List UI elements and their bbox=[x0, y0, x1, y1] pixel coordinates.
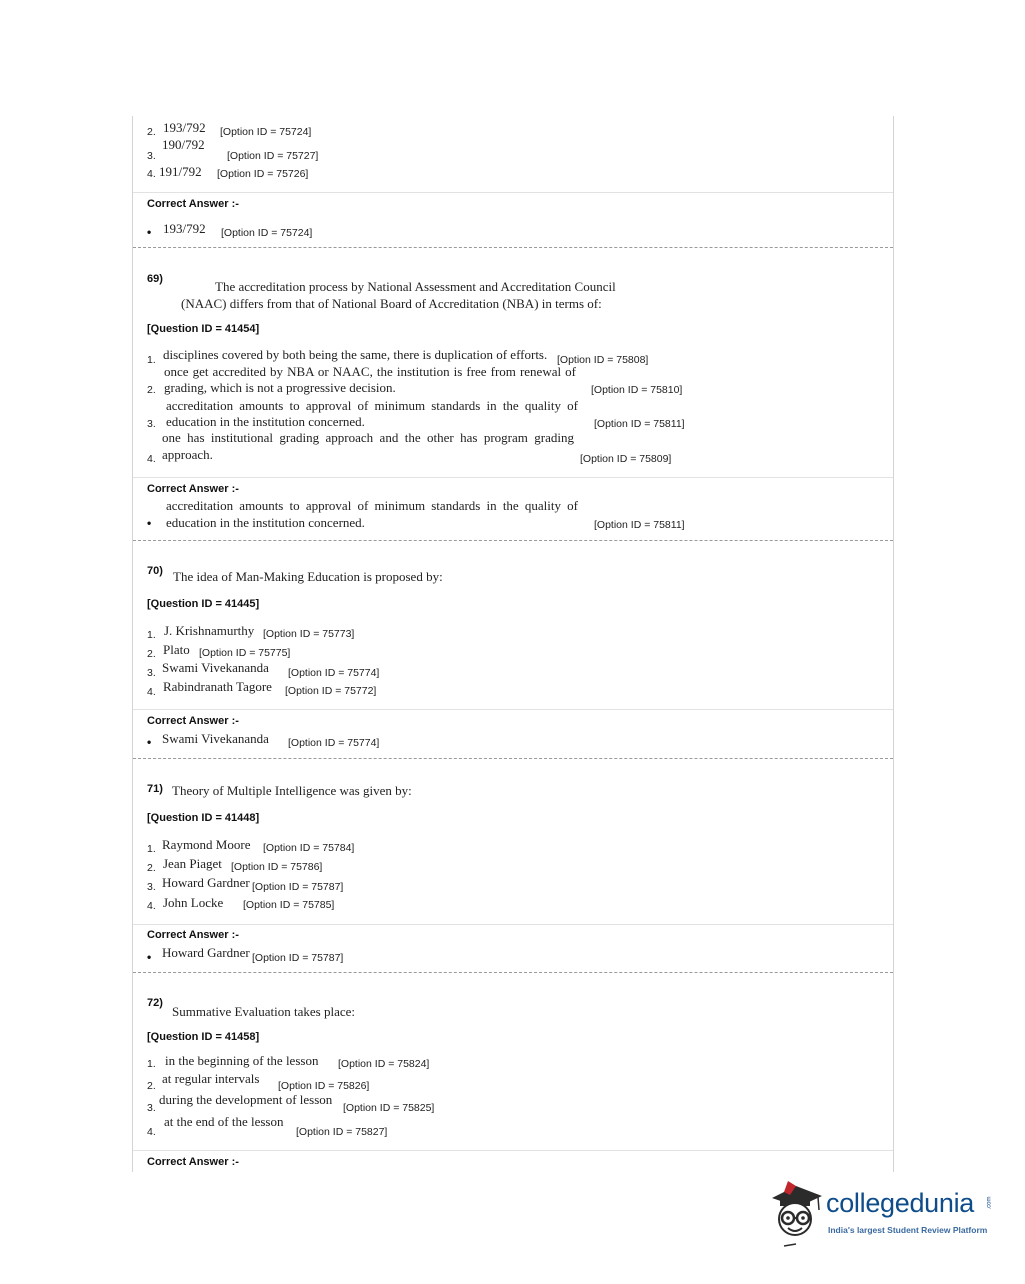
answer-bullet: • bbox=[147, 735, 152, 749]
question-id: [Question ID = 41445] bbox=[147, 598, 260, 610]
option-number: 3. bbox=[147, 667, 156, 679]
option-number: 4. bbox=[147, 1126, 156, 1138]
option-id: [Option ID = 75774] bbox=[288, 737, 380, 749]
question-separator bbox=[133, 540, 893, 541]
option-id: [Option ID = 75786] bbox=[231, 861, 323, 873]
correct-answer-text: education in the institution concerned. bbox=[166, 515, 365, 530]
correct-answer-label: Correct Answer :- bbox=[147, 929, 239, 941]
option-number: 1. bbox=[147, 629, 156, 641]
option-number: 1. bbox=[147, 1058, 156, 1070]
option-number: 2. bbox=[147, 384, 156, 396]
option-id: [Option ID = 75774] bbox=[288, 667, 380, 679]
question-id: [Question ID = 41454] bbox=[147, 323, 260, 335]
divider bbox=[133, 924, 893, 925]
option-id: [Option ID = 75775] bbox=[199, 647, 291, 659]
option-id: [Option ID = 75787] bbox=[252, 952, 344, 964]
option-number: 1. bbox=[147, 354, 156, 366]
option-id: [Option ID = 75726] bbox=[217, 168, 309, 180]
option-text: at the end of the lesson bbox=[164, 1114, 284, 1129]
correct-answer-text: Howard Gardner bbox=[162, 945, 250, 960]
option-id: [Option ID = 75785] bbox=[243, 899, 335, 911]
option-id: [Option ID = 75810] bbox=[591, 384, 683, 396]
option-id: [Option ID = 75772] bbox=[285, 685, 377, 697]
option-number: 3. bbox=[147, 418, 156, 430]
option-text: grading, which is not a progressive decision. bbox=[164, 380, 396, 395]
question-stem: The idea of Man-Making Education is proposed by: bbox=[173, 569, 443, 584]
brand-tagline: India's largest Student Review Platform bbox=[828, 1225, 988, 1235]
question-separator bbox=[133, 758, 893, 759]
option-id: [Option ID = 75787] bbox=[252, 881, 344, 893]
option-number: 4. bbox=[147, 453, 156, 465]
option-number: 3. bbox=[147, 881, 156, 893]
question-stem: (NAAC) differs from that of National Board of Accreditation (NBA) in terms of: bbox=[181, 296, 602, 311]
option-text: 190/792 bbox=[162, 137, 205, 152]
correct-answer-text: accreditation amounts to approval of minimum standards in the quality of bbox=[166, 498, 578, 513]
option-number: 2. bbox=[147, 648, 156, 660]
question-separator bbox=[133, 247, 893, 248]
option-text: Howard Gardner bbox=[162, 875, 250, 890]
question-id: [Question ID = 41458] bbox=[147, 1031, 260, 1043]
question-stem: The accreditation process by National Assessment and Accreditation Council bbox=[215, 279, 616, 294]
brand-name: collegedunia bbox=[826, 1188, 975, 1218]
option-id: [Option ID = 75724] bbox=[221, 227, 313, 239]
option-text: 193/792 bbox=[163, 120, 206, 135]
brand-suffix: .com bbox=[986, 1196, 993, 1210]
option-id: [Option ID = 75724] bbox=[220, 126, 312, 138]
question-paper-sheet bbox=[132, 116, 894, 1172]
option-id: [Option ID = 75824] bbox=[338, 1058, 430, 1070]
option-text: one has institutional grading approach and the other has program grading bbox=[162, 430, 574, 445]
option-number: 4. bbox=[147, 686, 156, 698]
option-number: 3. bbox=[147, 1102, 156, 1114]
option-text: 191/792 bbox=[159, 164, 202, 179]
divider bbox=[133, 1150, 893, 1151]
option-id: [Option ID = 75811] bbox=[594, 519, 685, 531]
option-text: at regular intervals bbox=[162, 1071, 260, 1086]
divider bbox=[133, 709, 893, 710]
option-number: 4. bbox=[147, 168, 156, 180]
option-text: education in the institution concerned. bbox=[166, 414, 365, 429]
correct-answer-label: Correct Answer :- bbox=[147, 715, 239, 727]
option-text: Plato bbox=[163, 642, 190, 657]
question-stem: Theory of Multiple Intelligence was given by: bbox=[172, 783, 412, 798]
divider bbox=[133, 477, 893, 478]
option-text: in the beginning of the lesson bbox=[165, 1053, 319, 1068]
question-id: [Question ID = 41448] bbox=[147, 812, 260, 824]
option-text: during the development of lesson bbox=[159, 1092, 333, 1107]
question-number: 69) bbox=[147, 273, 163, 285]
option-id: [Option ID = 75808] bbox=[557, 354, 649, 366]
option-text: Swami Vivekananda bbox=[162, 660, 269, 675]
option-text: disciplines covered by both being the same, there is duplication of efforts. bbox=[163, 347, 548, 362]
option-text: J. Krishnamurthy bbox=[164, 623, 255, 638]
question-number: 70) bbox=[147, 565, 163, 577]
question-stem: Summative Evaluation takes place: bbox=[172, 1004, 356, 1019]
answer-bullet: • bbox=[147, 225, 152, 239]
option-id: [Option ID = 75827] bbox=[296, 1126, 388, 1138]
option-number: 2. bbox=[147, 862, 156, 874]
option-id: [Option ID = 75825] bbox=[343, 1102, 435, 1114]
option-id: [Option ID = 75809] bbox=[580, 453, 672, 465]
option-id: [Option ID = 75773] bbox=[263, 628, 355, 640]
option-number: 1. bbox=[147, 843, 156, 855]
correct-answer-label: Correct Answer :- bbox=[147, 483, 239, 495]
option-id: [Option ID = 75811] bbox=[594, 418, 685, 430]
option-id: [Option ID = 75784] bbox=[263, 842, 355, 854]
option-text: once get accredited by NBA or NAAC, the institution is free from renewal of bbox=[164, 364, 576, 379]
question-number: 71) bbox=[147, 783, 163, 795]
option-number: 3. bbox=[147, 150, 156, 162]
question-number: 72) bbox=[147, 997, 163, 1009]
option-text: Jean Piaget bbox=[163, 856, 222, 871]
option-number: 4. bbox=[147, 900, 156, 912]
option-id: [Option ID = 75727] bbox=[227, 150, 319, 162]
option-text: Rabindranath Tagore bbox=[163, 679, 272, 694]
option-text: accreditation amounts to approval of minimum standards in the quality of bbox=[166, 398, 578, 413]
option-number: 2. bbox=[147, 126, 156, 138]
option-id: [Option ID = 75826] bbox=[278, 1080, 370, 1092]
correct-answer-label: Correct Answer :- bbox=[147, 1156, 239, 1168]
correct-answer-text: 193/792 bbox=[163, 221, 206, 236]
correct-answer-text: Swami Vivekananda bbox=[162, 731, 269, 746]
answer-bullet: • bbox=[147, 950, 152, 964]
option-text: John Locke bbox=[163, 895, 224, 910]
option-number: 2. bbox=[147, 1080, 156, 1092]
answer-bullet: • bbox=[147, 516, 152, 530]
divider bbox=[133, 192, 893, 193]
option-text: approach. bbox=[162, 447, 213, 462]
option-text: Raymond Moore bbox=[162, 837, 251, 852]
question-separator bbox=[133, 972, 893, 973]
correct-answer-label: Correct Answer :- bbox=[147, 198, 239, 210]
collegedunia-logo bbox=[766, 1176, 998, 1250]
mascot-icon bbox=[766, 1176, 828, 1250]
